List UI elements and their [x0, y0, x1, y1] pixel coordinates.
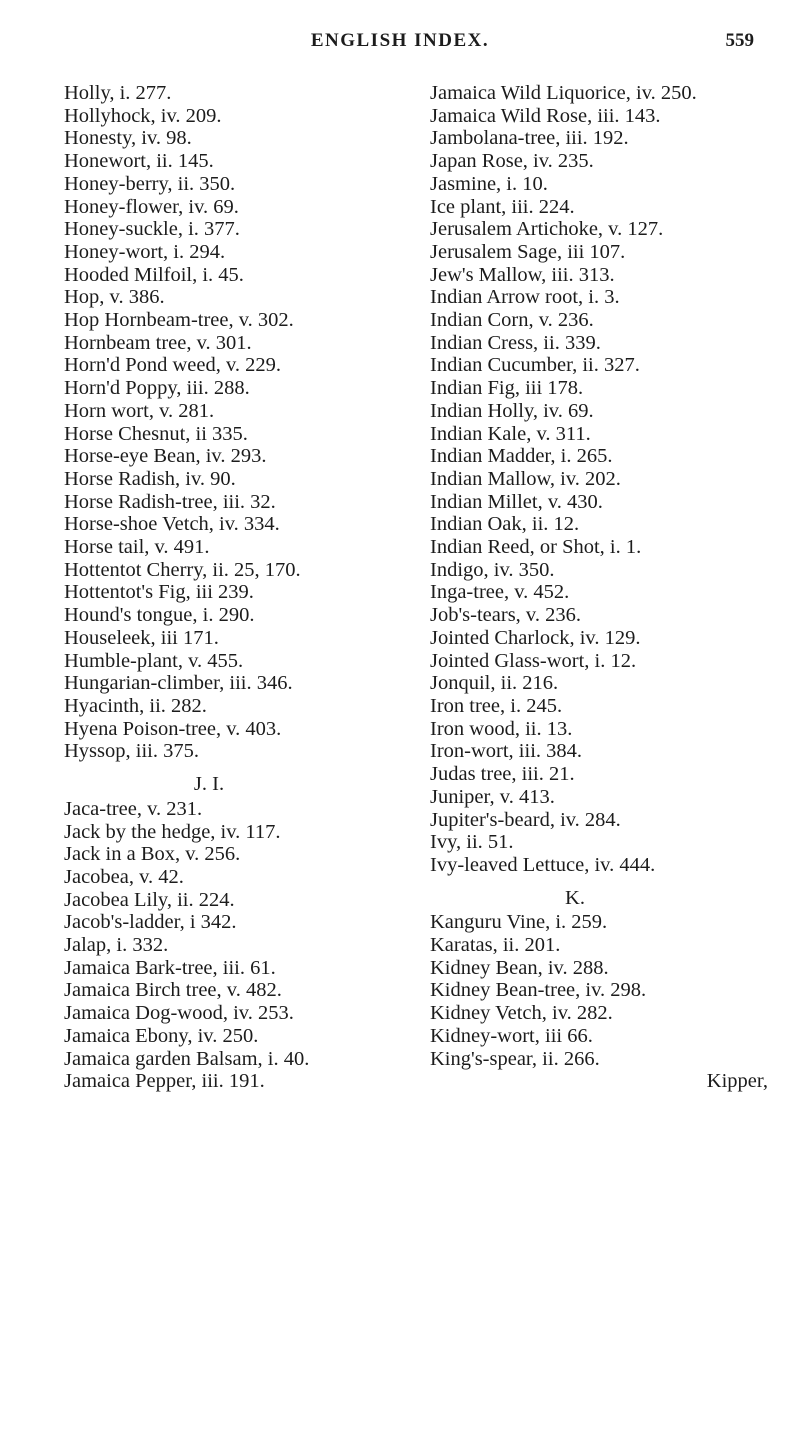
index-entry: Jack in a Box, v. 256.	[64, 843, 241, 866]
index-entry: Karatas, ii. 201.	[430, 934, 561, 957]
index-entry: Ivy-leaved Lettuce, iv. 444.	[430, 853, 656, 876]
index-entry: Jacobea, v. 42.	[64, 865, 184, 888]
index-entry: Jamaica Wild Liquorice, iv. 250.	[430, 82, 697, 104]
index-entry: Jamaica garden Balsam, i. 40.	[64, 1047, 310, 1070]
index-entry: Honewort, ii. 145.	[64, 150, 214, 173]
index-entry: Juniper, v. 413.	[430, 785, 555, 808]
index-entry: Hound's tongue, i. 290.	[64, 604, 255, 627]
left-column	[64, 82, 414, 1093]
index-entry: Hottentot's Fig, iii 239.	[64, 581, 254, 604]
index-entry: Indian Millet, v. 430.	[430, 490, 603, 513]
section-letter-k: K.	[565, 886, 585, 909]
index-entry: Indian Cucumber, ii. 327.	[430, 354, 640, 377]
catchword: Kipper,	[706, 1070, 768, 1093]
index-entry: Indian Fig, iii 178.	[430, 377, 584, 400]
index-entry: Horse tail, v. 491.	[64, 536, 210, 559]
index-entry: Indian Cress, ii. 339.	[430, 331, 601, 354]
index-entry: Inga-tree, v. 452.	[430, 581, 570, 604]
running-head: ENGLISH INDEX.	[310, 30, 490, 51]
index-entry: Hottentot Cherry, ii. 25, 170.	[64, 558, 301, 581]
index-entry: Jamaica Dog-wood, iv. 253.	[64, 1002, 294, 1025]
index-entry: Hop, v. 386.	[64, 286, 165, 309]
index-entry: Indian Holly, iv. 69.	[430, 399, 594, 422]
index-entry: Honey-suckle, i. 377.	[64, 218, 240, 241]
index-entry: Horse Radish-tree, iii. 32.	[64, 490, 276, 513]
index-entry: Judas tree, iii. 21.	[430, 763, 575, 786]
index-entry: Honey-berry, ii. 350.	[64, 172, 236, 195]
index-entry: Jambolana-tree, iii. 192.	[430, 127, 629, 150]
index-entry: Hyacinth, ii. 282.	[64, 694, 207, 717]
index-entry: Jacobea Lily, ii. 224.	[64, 888, 235, 911]
index-entry: Kanguru Vine, i. 259.	[430, 911, 608, 934]
index-entry: Jerusalem Sage, iii 107.	[430, 240, 626, 263]
index-entry: Indian Madder, i. 265.	[430, 445, 613, 468]
index-entry: King's-spear, ii. 266.	[430, 1047, 600, 1070]
index-entry: Hyssop, iii. 375.	[64, 740, 199, 763]
index-entry: Hollyhock, iv. 209.	[64, 104, 222, 127]
index-entry: Job's-tears, v. 236.	[430, 604, 581, 627]
index-entry: Houseleek, iii 171.	[64, 626, 219, 649]
index-entry: Horse-eye Bean, iv. 293.	[64, 445, 267, 468]
index-entry: Japan Rose, iv. 235.	[430, 150, 594, 173]
index-entry: Iron wood, ii. 13.	[430, 717, 573, 740]
section-letter-j-i: J. I.	[193, 773, 225, 796]
right-column	[430, 82, 780, 1093]
index-entry: Jalap, i. 332.	[64, 934, 169, 957]
index-entry: Jamaica Bark-tree, iii. 61.	[64, 956, 276, 979]
index-entry: Horse-shoe Vetch, iv. 334.	[64, 513, 280, 536]
index-entry: Indigo, iv. 350.	[430, 558, 555, 581]
index-entry: Honey-flower, iv. 69.	[64, 195, 239, 218]
index-entry: Jacob's-ladder, i 342.	[64, 911, 237, 934]
index-entry: Hornbeam tree, v. 301.	[64, 331, 252, 354]
index-entry: Indian Reed, or Shot, i. 1.	[430, 536, 642, 559]
index-entry: Horse Radish, iv. 90.	[64, 467, 236, 490]
page-number: 559	[725, 30, 754, 51]
index-entry: Holly, i. 277.	[64, 82, 172, 104]
index-entry: Jasmine, i. 10.	[430, 172, 548, 195]
index-entry: Ice plant, iii. 224.	[430, 195, 575, 218]
index-entry: Indian Mallow, iv. 202.	[430, 467, 621, 490]
index-entry: Hyena Poison-tree, v. 403.	[64, 717, 282, 740]
index-entry: Hooded Milfoil, i. 45.	[64, 263, 244, 286]
index-entry: Iron tree, i. 245.	[430, 694, 563, 717]
index-entry: Jamaica Wild Rose, iii. 143.	[430, 104, 661, 127]
index-entry: Indian Kale, v. 311.	[430, 422, 591, 445]
index-entry: Kidney-wort, iii 66.	[430, 1024, 593, 1047]
index-entry: Jaca-tree, v. 231.	[64, 797, 203, 820]
index-entry: Indian Oak, ii. 12.	[430, 513, 580, 536]
index-entry: Iron-wort, iii. 384.	[430, 740, 583, 763]
index-entry: Jamaica Pepper, iii. 191.	[64, 1070, 265, 1093]
index-entry: Humble-plant, v. 455.	[64, 649, 244, 672]
index-entry: Horn'd Pond weed, v. 229.	[64, 354, 282, 377]
index-entry: Jack by the hedge, iv. 117.	[64, 820, 281, 843]
index-entry: Indian Arrow root, i. 3.	[430, 286, 620, 309]
index-entry: Jamaica Ebony, iv. 250.	[64, 1024, 259, 1047]
index-entry: Horse Chesnut, ii 335.	[64, 422, 248, 445]
index-entry: Kidney Bean-tree, iv. 298.	[430, 979, 647, 1002]
index-entry: Hungarian-climber, iii. 346.	[64, 672, 293, 695]
index-entry: Jerusalem Artichoke, v. 127.	[430, 218, 664, 241]
page-header	[0, 30, 800, 62]
index-entry: Kidney Vetch, iv. 282.	[430, 1002, 613, 1025]
index-entry: Horn'd Poppy, iii. 288.	[64, 377, 250, 400]
index-entry: Kidney Bean, iv. 288.	[430, 956, 609, 979]
index-entry: Horn wort, v. 281.	[64, 399, 215, 422]
index-entry: Honey-wort, i. 294.	[64, 240, 226, 263]
index-entry: Hop Hornbeam-tree, v. 302.	[64, 309, 294, 332]
index-entry: Honesty, iv. 98.	[64, 127, 192, 150]
index-entry: Indian Corn, v. 236.	[430, 309, 594, 332]
index-entry: Jointed Charlock, iv. 129.	[430, 626, 641, 649]
index-entry: Jonquil, ii. 216.	[430, 672, 559, 695]
index-entry: Jamaica Birch tree, v. 482.	[64, 979, 282, 1002]
index-entry: Jointed Glass-wort, i. 12.	[430, 649, 637, 672]
index-entry: Jew's Mallow, iii. 313.	[430, 263, 615, 286]
index-entry: Ivy, ii. 51.	[430, 831, 514, 854]
index-entry: Jupiter's-beard, iv. 284.	[430, 808, 621, 831]
